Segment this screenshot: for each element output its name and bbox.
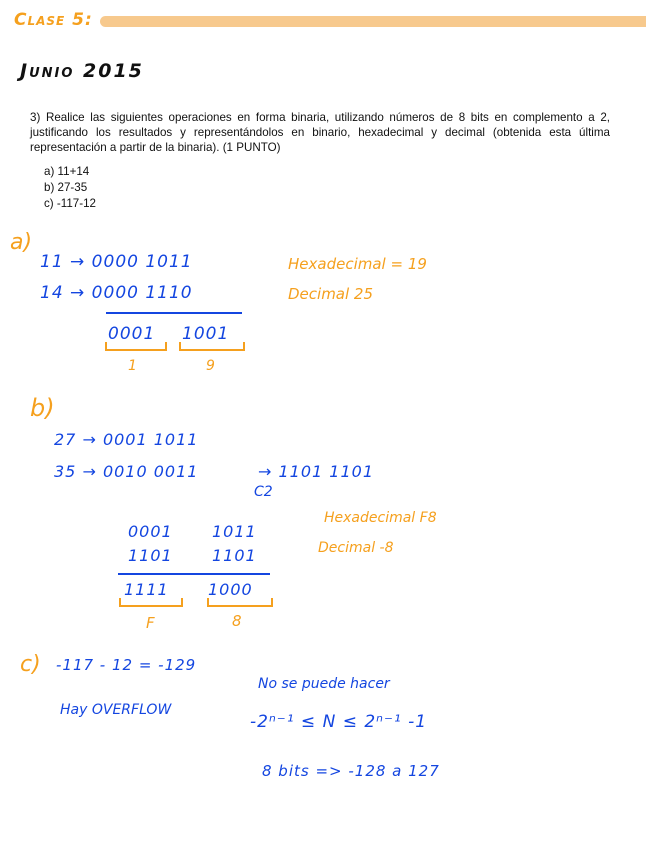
part-a-sum-line: [106, 312, 242, 314]
part-c-range-formula: -2ⁿ⁻¹ ≤ N ≤ 2ⁿ⁻¹ -1: [250, 712, 428, 732]
part-a-row2: 14 → 0000 1110: [40, 283, 193, 303]
part-a-hex-digit-high: 1: [128, 358, 137, 374]
part-b-hex-result: Hexadecimal F8: [324, 510, 437, 526]
part-b-bracket-low: [206, 598, 274, 610]
part-a-row1: 11 → 0000 1011: [40, 252, 193, 272]
exam-date: Junio 2015: [20, 60, 144, 82]
class-title: Clase 5:: [14, 10, 93, 30]
part-c-note: No se puede hacer: [258, 676, 390, 692]
part-c-range-8bits: 8 bits => -128 a 127: [262, 762, 440, 780]
part-b-op2-high: 1101: [128, 546, 173, 565]
part-a-dec-result: Decimal 25: [288, 285, 374, 303]
part-b-result-low: 1000: [208, 580, 253, 599]
part-b-op1-low: 1011: [212, 522, 257, 541]
part-a-bracket-high: [104, 342, 168, 354]
part-b-complement: → 1101 1101: [258, 462, 375, 481]
part-a-hex-digit-low: 9: [206, 358, 215, 374]
part-b-row1: 27 → 0001 1011: [54, 430, 199, 449]
part-a-result-low: 1001: [182, 324, 230, 344]
part-a-result-high: 0001: [108, 324, 156, 344]
title-underline-bar: [100, 16, 646, 27]
part-a-bracket-low: [178, 342, 246, 354]
part-b-bracket-high: [118, 598, 184, 610]
part-b-row2: 35 → 0010 0011: [54, 462, 199, 481]
question-item-c: c) -117-12: [44, 197, 96, 210]
part-b-dec-result: Decimal -8: [318, 540, 394, 556]
part-b-hex-digit-high: F: [146, 614, 155, 632]
part-b-op1-high: 0001: [128, 522, 173, 541]
part-b-c2-label: C2: [254, 484, 273, 500]
question-item-a: a) 11+14: [44, 165, 90, 178]
part-a-label: a): [10, 230, 33, 255]
part-b-label: b): [30, 394, 55, 422]
part-c-calculation: -117 - 12 = -129: [56, 656, 197, 674]
part-c-label: c): [20, 652, 41, 677]
part-b-hex-digit-low: 8: [232, 612, 242, 630]
part-b-result-high: 1111: [124, 580, 169, 599]
part-b-sum-line: [118, 573, 270, 575]
part-b-op2-low: 1101: [212, 546, 257, 565]
part-a-hex-result: Hexadecimal = 19: [288, 255, 427, 273]
question-statement: 3) Realice las siguientes operaciones en forma binaria, utilizando números de 8 bits en complemento a 2, justificando los resultados y representándolos en binario, hexadecimal y decimal (obtenida esta última representación a partir de la binaria). (1 PUNTO): [30, 111, 610, 154]
part-c-overflow: Hay OVERFLOW: [60, 702, 172, 718]
question-item-b: b) 27-35: [44, 181, 88, 194]
